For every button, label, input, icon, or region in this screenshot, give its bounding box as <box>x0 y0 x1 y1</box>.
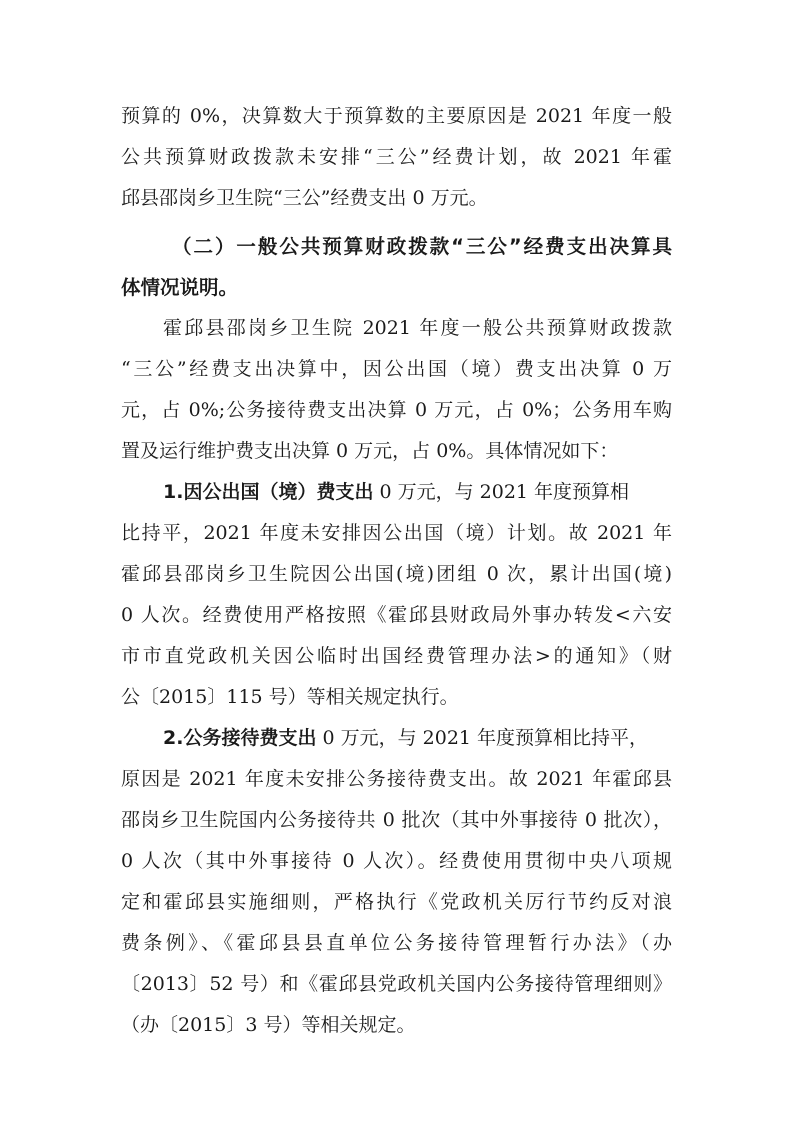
paragraph-line: 邱县邵岗乡卫生院“三公”经费支出 0 万元。 <box>121 187 488 209</box>
subsection-line <box>163 726 648 750</box>
paragraph-line: 费条例》、《霍邱县县直单位公务接待管理暂行办法》（办 <box>121 932 672 954</box>
paragraph-line: 霍邱县邵岗乡卫生院 2021 年度一般公共预算财政拨款 <box>163 317 672 339</box>
paragraph-line: 置及运行维护费支出决算 0 万元，占 0%。具体情况如下： <box>121 440 619 462</box>
paragraph-line: 0 人次（其中外事接待 0 人次）。经费使用贯彻中央八项规 <box>121 850 672 872</box>
paragraph-line: （办〔2015〕3 号）等相关规定。 <box>121 1014 416 1036</box>
section-heading: 体情况说明。 <box>121 276 239 299</box>
paragraph-line: “三公”经费支出决算中，因公出国（境）费支出决算 0 万 <box>121 358 672 380</box>
paragraph-line: 比持平，2021 年度未安排因公出国（境）计划。故 2021 年 <box>121 522 672 544</box>
paragraph-line: 原因是 2021 年度未安排公务接待费支出。故 2021 年霍邱县 <box>121 768 672 790</box>
section-heading: （二）一般公共预算财政拨款“三公”经费支出决算具 <box>172 235 672 258</box>
subsection-text: 0 万元，与 2021 年度预算相 <box>373 481 630 503</box>
paragraph-line: 公〔2015〕115 号）等相关规定执行。 <box>121 686 459 708</box>
paragraph-line: 定和霍邱县实施细则，严格执行《党政机关厉行节约反对浪 <box>121 891 672 913</box>
paragraph-line: 0 人次。经费使用严格按照《霍邱县财政局外事办转发<六安 <box>121 604 672 626</box>
subsection-heading: 2.公务接待费支出 <box>163 727 317 749</box>
paragraph-line: 市市直党政机关因公临时出国经费管理办法>的通知》（财 <box>121 645 672 667</box>
paragraph-line: 元，占 0%;公务接待费支出决算 0 万元，占 0%；公务用车购 <box>121 399 672 421</box>
subsection-line <box>163 480 629 504</box>
subsection-text: 0 万元，与 2021 年度预算相比持平， <box>316 727 649 749</box>
paragraph-line: 预算的 0%，决算数大于预算数的主要原因是 2021 年度一般 <box>121 105 672 127</box>
paragraph-line: 邵岗乡卫生院国内公务接待共 0 批次（其中外事接待 0 批次）， <box>121 809 672 831</box>
subsection-heading: 1.因公出国（境）费支出 <box>163 481 374 503</box>
paragraph-line: 〔2013〕52 号）和《霍邱县党政机关国内公务接待管理细则》 <box>121 973 672 995</box>
paragraph-line: 霍邱县邵岗乡卫生院因公出国(境)团组 0 次，累计出国(境) <box>121 563 672 585</box>
paragraph-line: 公共预算财政拨款未安排“三公”经费计划，故 2021 年霍 <box>121 146 672 168</box>
